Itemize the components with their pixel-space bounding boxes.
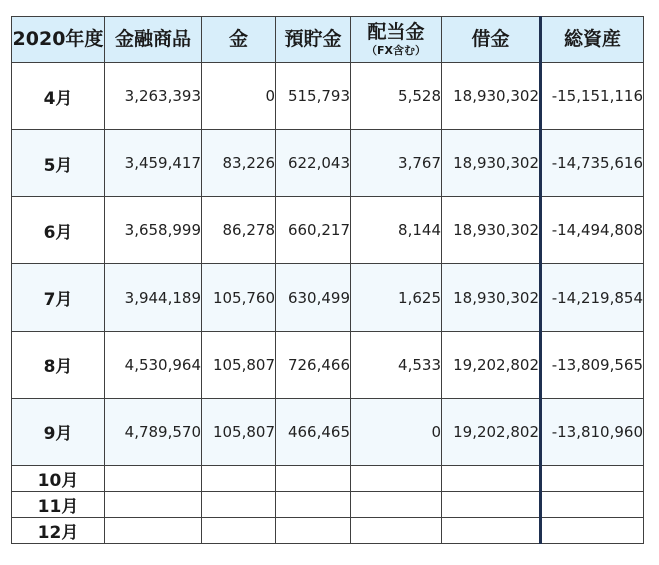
empty-cell [276, 517, 351, 543]
month-cell: 12月 [12, 517, 105, 543]
table-row [12, 331, 644, 398]
debt-cell: 19,202,802 [442, 398, 541, 465]
month-cell: 9月 [12, 398, 105, 465]
month-cell: 8月 [12, 331, 105, 398]
empty-cell [105, 465, 202, 491]
month-cell: 5月 [12, 130, 105, 197]
empty-cell [202, 517, 276, 543]
empty-cell [442, 517, 541, 543]
total-cell: -13,810,960 [541, 398, 644, 465]
header-dividend-label: 配当金 [367, 20, 425, 43]
financial-cell: 3,459,417 [105, 130, 202, 197]
financial-cell: 4,530,964 [105, 331, 202, 398]
header-year: 2020年度 [12, 17, 105, 63]
table-row [12, 264, 644, 331]
empty-cell [541, 517, 644, 543]
month-cell: 10月 [12, 465, 105, 491]
empty-cell [105, 517, 202, 543]
month-cell: 6月 [12, 197, 105, 264]
financial-cell: 4,789,570 [105, 398, 202, 465]
debt-cell: 18,930,302 [442, 63, 541, 130]
asset-table [11, 16, 644, 544]
table-row-empty [12, 465, 644, 491]
empty-cell [541, 465, 644, 491]
total-cell: -13,809,565 [541, 331, 644, 398]
month-cell: 4月 [12, 63, 105, 130]
savings-cell: 726,466 [276, 331, 351, 398]
empty-cell [276, 491, 351, 517]
debt-cell: 18,930,302 [442, 130, 541, 197]
financial-cell: 3,658,999 [105, 197, 202, 264]
savings-cell: 622,043 [276, 130, 351, 197]
table-row-empty [12, 517, 644, 543]
savings-cell: 630,499 [276, 264, 351, 331]
savings-cell: 515,793 [276, 63, 351, 130]
dividend-cell: 3,767 [351, 130, 442, 197]
empty-cell [351, 491, 442, 517]
empty-cell [442, 465, 541, 491]
total-cell: -14,219,854 [541, 264, 644, 331]
empty-cell [351, 465, 442, 491]
total-cell: -15,151,116 [541, 63, 644, 130]
gold-cell: 105,760 [202, 264, 276, 331]
empty-cell [541, 491, 644, 517]
table-row [12, 63, 644, 130]
financial-cell: 3,263,393 [105, 63, 202, 130]
empty-cell [105, 491, 202, 517]
header-dividend-sub: （FX含む） [366, 43, 426, 57]
gold-cell: 0 [202, 63, 276, 130]
empty-cell [202, 491, 276, 517]
header-savings: 預貯金 [276, 17, 351, 63]
gold-cell: 105,807 [202, 398, 276, 465]
dividend-cell: 1,625 [351, 264, 442, 331]
month-cell: 7月 [12, 264, 105, 331]
financial-cell: 3,944,189 [105, 264, 202, 331]
table-row [12, 398, 644, 465]
table-row [12, 197, 644, 264]
gold-cell: 86,278 [202, 197, 276, 264]
gold-cell: 83,226 [202, 130, 276, 197]
empty-cell [202, 465, 276, 491]
header-debt: 借金 [442, 17, 541, 63]
debt-cell: 18,930,302 [442, 197, 541, 264]
savings-cell: 466,465 [276, 398, 351, 465]
table-row-empty [12, 491, 644, 517]
header-total: 総資産 [541, 17, 644, 63]
table-row [12, 130, 644, 197]
total-cell: -14,735,616 [541, 130, 644, 197]
total-cell: -14,494,808 [541, 197, 644, 264]
debt-cell: 18,930,302 [442, 264, 541, 331]
header-financial: 金融商品 [105, 17, 202, 63]
header-dividend [351, 17, 442, 63]
empty-cell [442, 491, 541, 517]
savings-cell: 660,217 [276, 197, 351, 264]
empty-cell [276, 465, 351, 491]
header-row [12, 17, 644, 63]
empty-cell [351, 517, 442, 543]
dividend-cell: 5,528 [351, 63, 442, 130]
gold-cell: 105,807 [202, 331, 276, 398]
month-cell: 11月 [12, 491, 105, 517]
dividend-cell: 0 [351, 398, 442, 465]
dividend-cell: 8,144 [351, 197, 442, 264]
debt-cell: 19,202,802 [442, 331, 541, 398]
dividend-cell: 4,533 [351, 331, 442, 398]
header-gold: 金 [202, 17, 276, 63]
